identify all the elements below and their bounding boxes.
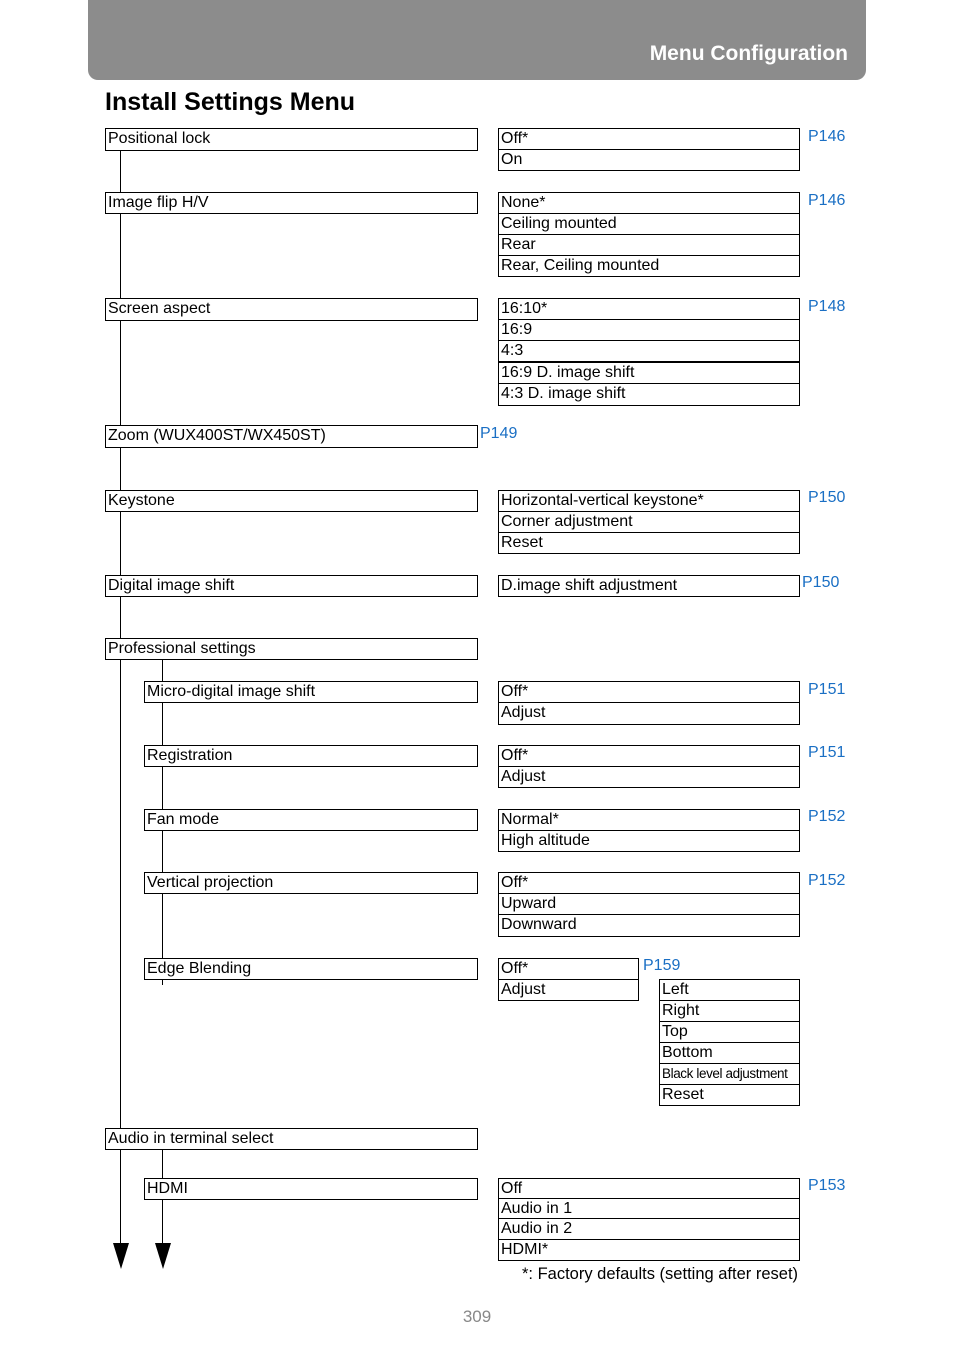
option-item[interactable]: Upward xyxy=(498,893,800,915)
header-bar xyxy=(88,0,866,80)
page-reference-link[interactable]: P152 xyxy=(808,872,846,889)
option-item[interactable]: Off* xyxy=(498,872,800,894)
menu-item-digital-image-shift[interactable]: Digital image shift xyxy=(105,575,478,597)
option-item[interactable]: Adjust xyxy=(498,979,639,1001)
option-item[interactable]: Off* xyxy=(498,128,800,150)
option-item[interactable]: Horizontal-vertical keystone* xyxy=(498,490,800,512)
page-reference-link[interactable]: P146 xyxy=(808,128,846,145)
page-reference-link[interactable]: P152 xyxy=(808,808,846,825)
submenu-item-edge-blending[interactable]: Edge Blending xyxy=(144,958,478,980)
option-item[interactable]: Downward xyxy=(498,914,800,937)
page-reference-link[interactable]: P149 xyxy=(480,425,518,442)
option-item[interactable]: D.image shift adjustment xyxy=(498,575,800,597)
option-item[interactable]: Adjust xyxy=(498,702,800,725)
page-reference-link[interactable]: P151 xyxy=(808,681,846,698)
option-item[interactable]: None* xyxy=(498,192,800,214)
page-reference-link[interactable]: P153 xyxy=(808,1177,846,1194)
page-title: Install Settings Menu xyxy=(105,88,356,116)
footnote: *: Factory defaults (setting after reset) xyxy=(522,1265,799,1283)
menu-item-positional-lock[interactable]: Positional lock xyxy=(105,128,478,151)
sub-option-item[interactable]: Right xyxy=(659,1000,800,1022)
option-item[interactable]: 4:3 xyxy=(498,340,800,362)
option-item[interactable]: Rear xyxy=(498,234,800,256)
option-item[interactable]: 16:10* xyxy=(498,298,800,320)
menu-item-keystone[interactable]: Keystone xyxy=(105,490,478,512)
sub-option-item[interactable]: Black level adjustment xyxy=(659,1063,800,1085)
sub-option-item[interactable]: Bottom xyxy=(659,1042,800,1064)
submenu-item-fan-mode[interactable]: Fan mode xyxy=(144,809,478,831)
option-item[interactable]: On xyxy=(498,149,800,171)
section-title: Menu Configuration xyxy=(649,42,848,65)
down-arrow-icon xyxy=(155,1243,171,1269)
page-reference-link[interactable]: P148 xyxy=(808,298,846,315)
option-item[interactable]: 16:9 D. image shift xyxy=(498,362,800,384)
option-item[interactable]: 16:9 xyxy=(498,319,800,341)
menu-item-screen-aspect[interactable]: Screen aspect xyxy=(105,298,478,321)
option-item[interactable]: Off* xyxy=(498,958,639,980)
sub-option-item[interactable]: Top xyxy=(659,1021,800,1043)
page-reference-link[interactable]: P150 xyxy=(808,489,846,506)
option-item[interactable]: Adjust xyxy=(498,766,800,788)
page-reference-link[interactable]: P146 xyxy=(808,192,846,209)
option-item[interactable]: Corner adjustment xyxy=(498,511,800,533)
page-number: 309 xyxy=(462,1307,492,1326)
option-item[interactable]: Audio in 2 xyxy=(498,1218,800,1240)
option-item[interactable]: Ceiling mounted xyxy=(498,213,800,235)
option-item[interactable]: High altitude xyxy=(498,830,800,852)
option-item[interactable]: Off* xyxy=(498,681,800,703)
option-item[interactable]: 4:3 D. image shift xyxy=(498,383,800,406)
menu-item-audio-in-terminal-select[interactable]: Audio in terminal select xyxy=(105,1128,478,1150)
submenu-item-hdmi[interactable]: HDMI xyxy=(144,1178,478,1200)
option-item[interactable]: HDMI* xyxy=(498,1239,800,1261)
option-item[interactable]: Off xyxy=(498,1178,800,1199)
submenu-item-vertical-projection[interactable]: Vertical projection xyxy=(144,872,478,894)
audio-tree-line xyxy=(162,1150,163,1250)
menu-item-image-flip[interactable]: Image flip H/V xyxy=(105,192,478,214)
option-item[interactable]: Reset xyxy=(498,532,800,554)
page-reference-link[interactable]: P150 xyxy=(802,574,840,591)
option-item[interactable]: Off* xyxy=(498,745,800,767)
sub-option-item[interactable]: Reset xyxy=(659,1084,800,1106)
submenu-item-registration[interactable]: Registration xyxy=(144,745,478,767)
down-arrow-icon xyxy=(113,1243,129,1269)
page-reference-link[interactable]: P151 xyxy=(808,744,846,761)
page-reference-link[interactable]: P159 xyxy=(643,957,681,974)
menu-item-professional-settings[interactable]: Professional settings xyxy=(105,638,478,660)
menu-item-zoom[interactable]: Zoom (WUX400ST/WX450ST) xyxy=(105,425,478,448)
option-item[interactable]: Normal* xyxy=(498,809,800,831)
submenu-item-micro-digital-image-shift[interactable]: Micro-digital image shift xyxy=(144,681,478,703)
sub-option-item[interactable]: Left xyxy=(659,979,800,1001)
option-item[interactable]: Audio in 1 xyxy=(498,1198,800,1219)
option-item[interactable]: Rear, Ceiling mounted xyxy=(498,255,800,277)
